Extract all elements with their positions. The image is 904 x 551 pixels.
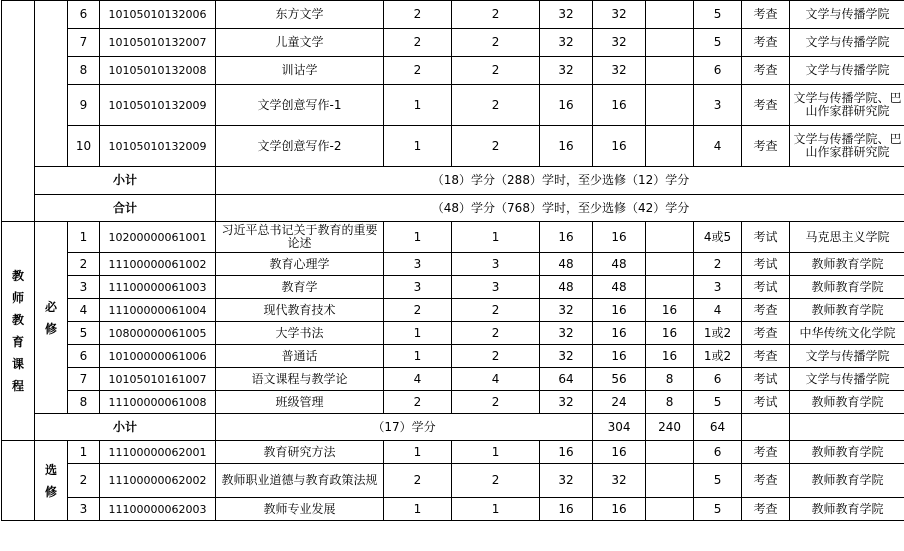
course-name: 儿童文学 [216, 29, 384, 57]
course-assessment: 考查 [742, 464, 790, 498]
course-name: 现代教育技术 [216, 299, 384, 322]
course-theory-hours: 16 [593, 222, 646, 253]
course-no: 6 [68, 1, 100, 29]
course-no: 3 [68, 498, 100, 521]
course-code: 10100000061006 [100, 345, 216, 368]
course-name: 普通话 [216, 345, 384, 368]
course-credit: 1 [384, 126, 452, 167]
course-assessment: 考查 [742, 57, 790, 85]
course-weekly-hours: 2 [452, 299, 540, 322]
course-theory-hours: 32 [593, 29, 646, 57]
course-department: 文学与传播学院 [790, 29, 904, 57]
course-semester: 3 [694, 276, 742, 299]
course-name: 文学创意写作-2 [216, 126, 384, 167]
course-no: 6 [68, 345, 100, 368]
course-code: 10105010132009 [100, 126, 216, 167]
course-assessment: 考查 [742, 498, 790, 521]
course-assessment: 考试 [742, 368, 790, 391]
course-theory-hours: 32 [593, 1, 646, 29]
course-weekly-hours: 2 [452, 29, 540, 57]
table-row [2, 126, 904, 167]
course-code: 11100000061004 [100, 299, 216, 322]
course-department: 教师教育学院 [790, 299, 904, 322]
course-theory-hours: 32 [593, 464, 646, 498]
course-semester: 2 [694, 253, 742, 276]
course-practice-hours [646, 464, 694, 498]
subtotal-label: 小计 [35, 414, 216, 441]
table-row [2, 368, 904, 391]
course-total-hours: 16 [540, 441, 593, 464]
course-total-hours: 16 [540, 126, 593, 167]
table-row [2, 1, 904, 29]
course-theory-hours: 16 [593, 498, 646, 521]
course-practice-hours [646, 1, 694, 29]
course-credit: 1 [384, 322, 452, 345]
course-name: 东方文学 [216, 1, 384, 29]
course-assessment: 考查 [742, 126, 790, 167]
course-department: 马克思主义学院 [790, 222, 904, 253]
course-semester: 1或2 [694, 345, 742, 368]
course-credit: 2 [384, 299, 452, 322]
course-credit: 2 [384, 464, 452, 498]
course-weekly-hours: 2 [452, 464, 540, 498]
course-practice-hours: 8 [646, 391, 694, 414]
course-total-hours: 48 [540, 253, 593, 276]
course-code: 10105010132008 [100, 57, 216, 85]
course-total-hours: 32 [540, 464, 593, 498]
table-row [2, 464, 904, 498]
course-semester: 5 [694, 1, 742, 29]
course-weekly-hours: 1 [452, 498, 540, 521]
course-semester: 5 [694, 498, 742, 521]
table-row [2, 57, 904, 85]
table-row [2, 322, 904, 345]
course-weekly-hours: 2 [452, 322, 540, 345]
course-name: 教师专业发展 [216, 498, 384, 521]
course-practice-hours: 16 [646, 345, 694, 368]
total-label: 合计 [35, 195, 216, 222]
course-name: 教师职业道德与教育政策法规 [216, 464, 384, 498]
course-name: 教育研究方法 [216, 441, 384, 464]
course-weekly-hours: 4 [452, 368, 540, 391]
course-credit: 1 [384, 441, 452, 464]
course-semester: 4 [694, 126, 742, 167]
course-code: 10105010132006 [100, 1, 216, 29]
subtotal-credit: （17）学分 [216, 414, 593, 441]
course-department: 教师教育学院 [790, 498, 904, 521]
course-credit: 1 [384, 498, 452, 521]
table-row [2, 85, 904, 126]
course-credit: 2 [384, 57, 452, 85]
course-no: 1 [68, 222, 100, 253]
course-code: 10105010132007 [100, 29, 216, 57]
course-total-hours: 32 [540, 29, 593, 57]
table-row [2, 29, 904, 57]
course-theory-hours: 48 [593, 253, 646, 276]
course-department: 教师教育学院 [790, 253, 904, 276]
course-weekly-hours: 2 [452, 85, 540, 126]
course-department: 文学与传播学院 [790, 345, 904, 368]
course-total-hours: 48 [540, 276, 593, 299]
course-code: 11100000062003 [100, 498, 216, 521]
course-department: 文学与传播学院、巴山作家群研究院 [790, 85, 904, 126]
type-label: 选修 [44, 462, 57, 499]
course-name: 大学书法 [216, 322, 384, 345]
subtotal-row [2, 167, 904, 195]
table-row [2, 299, 904, 322]
course-code: 11100000061008 [100, 391, 216, 414]
subtotal-label: 小计 [35, 167, 216, 195]
subtotal-semester-blank [742, 414, 790, 441]
course-no: 8 [68, 391, 100, 414]
course-no: 2 [68, 464, 100, 498]
course-credit: 1 [384, 345, 452, 368]
course-department: 中华传统文化学院 [790, 322, 904, 345]
course-total-hours: 32 [540, 1, 593, 29]
course-weekly-hours: 2 [452, 126, 540, 167]
course-theory-hours: 16 [593, 85, 646, 126]
course-theory-hours: 16 [593, 299, 646, 322]
course-weekly-hours: 2 [452, 391, 540, 414]
type-required [35, 222, 68, 414]
course-practice-hours [646, 57, 694, 85]
course-total-hours: 32 [540, 57, 593, 85]
course-assessment: 考试 [742, 276, 790, 299]
course-theory-hours: 56 [593, 368, 646, 391]
table-row [2, 391, 904, 414]
course-no: 7 [68, 368, 100, 391]
course-weekly-hours: 3 [452, 253, 540, 276]
course-credit: 4 [384, 368, 452, 391]
total-text: （48）学分（768）学时，至少选修（42）学分 [216, 195, 904, 222]
course-name: 教育心理学 [216, 253, 384, 276]
course-semester: 6 [694, 441, 742, 464]
course-assessment: 考查 [742, 322, 790, 345]
course-total-hours: 16 [540, 222, 593, 253]
course-department: 文学与传播学院 [790, 57, 904, 85]
course-assessment: 考查 [742, 85, 790, 126]
course-theory-hours: 48 [593, 276, 646, 299]
table-row [2, 498, 904, 521]
course-practice-hours [646, 29, 694, 57]
course-practice-hours: 16 [646, 299, 694, 322]
course-total-hours: 16 [540, 498, 593, 521]
table-row [2, 253, 904, 276]
course-name: 文学创意写作-1 [216, 85, 384, 126]
course-name: 教育学 [216, 276, 384, 299]
course-theory-hours: 16 [593, 441, 646, 464]
course-name: 训诂学 [216, 57, 384, 85]
course-practice-hours [646, 85, 694, 126]
subtotal-assess-blank [790, 414, 904, 441]
table-row [2, 345, 904, 368]
course-code: 11100000062002 [100, 464, 216, 498]
course-credit: 1 [384, 85, 452, 126]
course-code: 10105010161007 [100, 368, 216, 391]
table-row [2, 276, 904, 299]
course-no: 7 [68, 29, 100, 57]
course-semester: 6 [694, 57, 742, 85]
course-weekly-hours: 2 [452, 345, 540, 368]
course-assessment: 考试 [742, 391, 790, 414]
course-credit: 1 [384, 222, 452, 253]
course-practice-hours [646, 222, 694, 253]
course-semester: 4 [694, 299, 742, 322]
course-semester: 5 [694, 391, 742, 414]
course-no: 10 [68, 126, 100, 167]
course-no: 2 [68, 253, 100, 276]
subtotal-row [2, 414, 904, 441]
course-semester: 1或2 [694, 322, 742, 345]
course-semester: 4或5 [694, 222, 742, 253]
curriculum-table [1, 0, 904, 521]
course-assessment: 考查 [742, 299, 790, 322]
curriculum-body [2, 1, 904, 521]
course-total-hours: 64 [540, 368, 593, 391]
type-label: 必修 [44, 299, 57, 336]
subtotal-total-hours: 304 [593, 414, 646, 441]
course-total-hours: 16 [540, 85, 593, 126]
category-teacher-education [2, 222, 35, 441]
course-credit: 3 [384, 253, 452, 276]
course-practice-hours [646, 253, 694, 276]
course-practice-hours: 8 [646, 368, 694, 391]
course-no: 5 [68, 322, 100, 345]
course-department: 文学与传播学院 [790, 368, 904, 391]
course-code: 10800000061005 [100, 322, 216, 345]
course-department: 教师教育学院 [790, 464, 904, 498]
course-no: 1 [68, 441, 100, 464]
course-theory-hours: 16 [593, 322, 646, 345]
course-name: 习近平总书记关于教育的重要论述 [216, 222, 384, 253]
course-department: 文学与传播学院 [790, 1, 904, 29]
course-assessment: 考查 [742, 345, 790, 368]
course-code: 11100000061003 [100, 276, 216, 299]
course-code: 11100000061002 [100, 253, 216, 276]
course-credit: 2 [384, 29, 452, 57]
course-theory-hours: 16 [593, 345, 646, 368]
total-row [2, 195, 904, 222]
course-department: 文学与传播学院、巴山作家群研究院 [790, 126, 904, 167]
course-credit: 2 [384, 391, 452, 414]
type-cell-blank [35, 1, 68, 167]
category-cell-blank [2, 441, 35, 521]
course-total-hours: 32 [540, 322, 593, 345]
subtotal-theory-hours: 240 [646, 414, 694, 441]
course-semester: 5 [694, 464, 742, 498]
course-practice-hours: 16 [646, 322, 694, 345]
course-total-hours: 32 [540, 391, 593, 414]
course-no: 9 [68, 85, 100, 126]
course-department: 教师教育学院 [790, 441, 904, 464]
course-semester: 5 [694, 29, 742, 57]
course-semester: 6 [694, 368, 742, 391]
course-assessment: 考查 [742, 441, 790, 464]
course-weekly-hours: 2 [452, 1, 540, 29]
course-department: 教师教育学院 [790, 276, 904, 299]
category-cell-blank [2, 1, 35, 222]
course-practice-hours [646, 126, 694, 167]
course-code: 10200000061001 [100, 222, 216, 253]
course-no: 3 [68, 276, 100, 299]
course-weekly-hours: 1 [452, 222, 540, 253]
subtotal-text: （18）学分（288）学时，至少选修（12）学分 [216, 167, 904, 195]
course-weekly-hours: 2 [452, 57, 540, 85]
type-elective [35, 441, 68, 521]
course-practice-hours [646, 276, 694, 299]
course-theory-hours: 16 [593, 126, 646, 167]
course-name: 语文课程与教学论 [216, 368, 384, 391]
course-code: 11100000062001 [100, 441, 216, 464]
course-total-hours: 32 [540, 299, 593, 322]
subtotal-practice-hours: 64 [694, 414, 742, 441]
table-row [2, 441, 904, 464]
course-credit: 2 [384, 1, 452, 29]
category-label: 教师教育课程 [11, 269, 24, 393]
course-name: 班级管理 [216, 391, 384, 414]
course-practice-hours [646, 498, 694, 521]
course-department: 教师教育学院 [790, 391, 904, 414]
course-practice-hours [646, 441, 694, 464]
course-no: 4 [68, 299, 100, 322]
course-code: 10105010132009 [100, 85, 216, 126]
course-theory-hours: 24 [593, 391, 646, 414]
course-weekly-hours: 3 [452, 276, 540, 299]
course-assessment: 考查 [742, 1, 790, 29]
course-assessment: 考查 [742, 29, 790, 57]
course-credit: 3 [384, 276, 452, 299]
course-total-hours: 32 [540, 345, 593, 368]
course-assessment: 考试 [742, 222, 790, 253]
course-semester: 3 [694, 85, 742, 126]
table-row [2, 222, 904, 253]
course-theory-hours: 32 [593, 57, 646, 85]
course-no: 8 [68, 57, 100, 85]
course-assessment: 考试 [742, 253, 790, 276]
course-weekly-hours: 1 [452, 441, 540, 464]
